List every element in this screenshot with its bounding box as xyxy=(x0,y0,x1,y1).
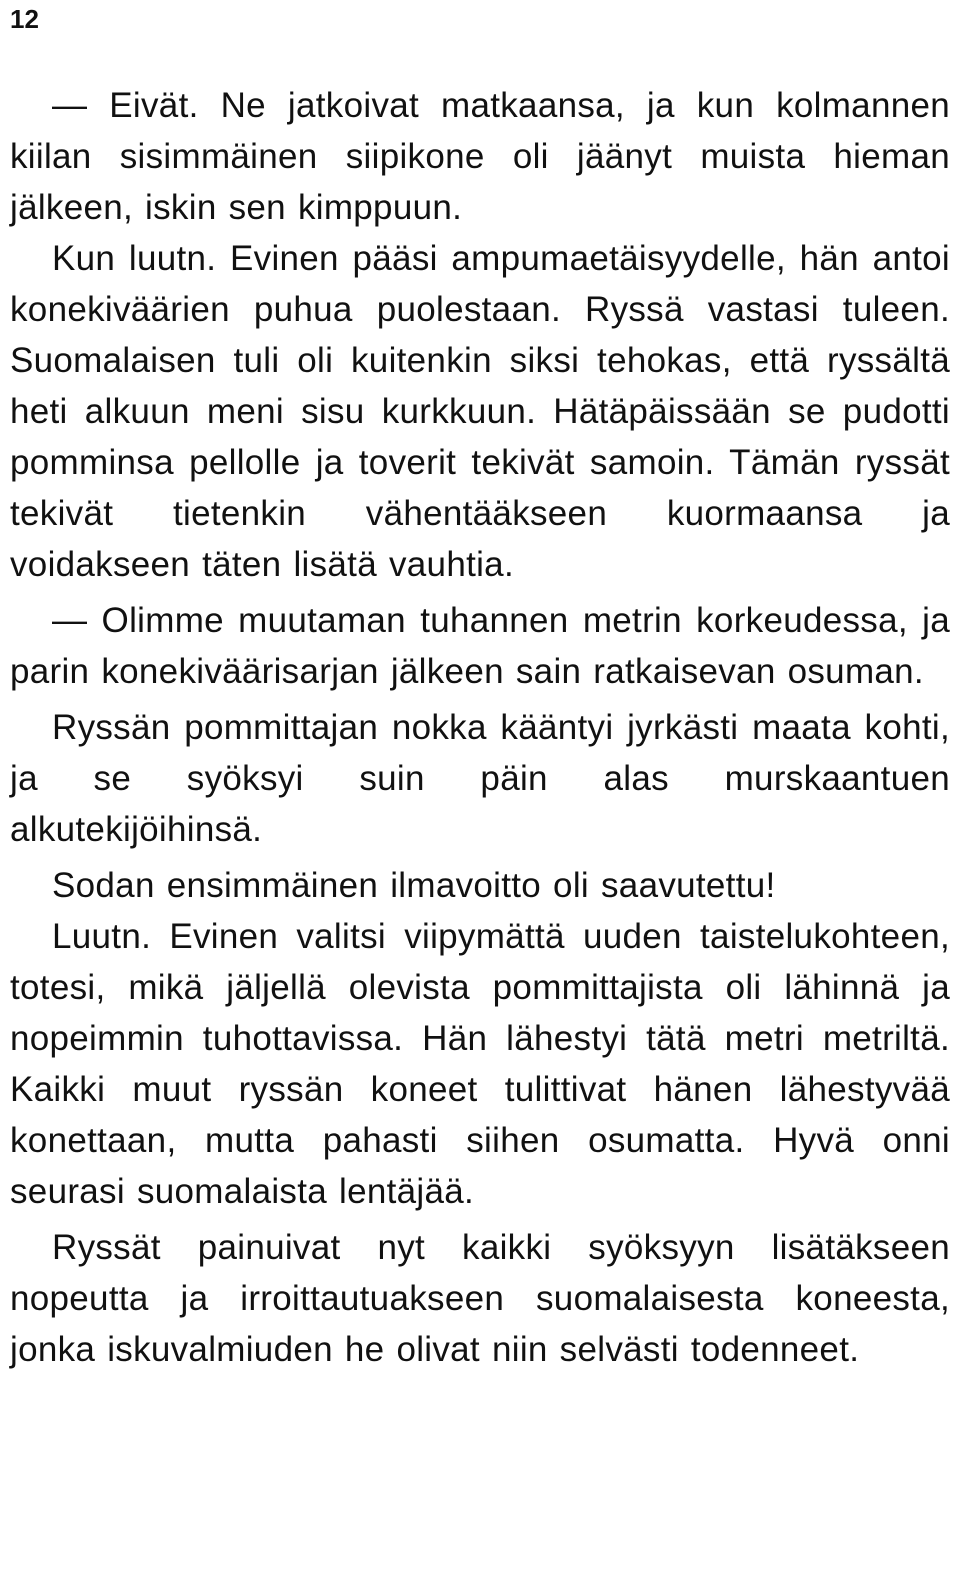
page-body-text xyxy=(10,80,950,1375)
paragraph-3: — Olimme muutaman tuhannen metrin korkeudessa, ja parin konekiväärisarjan jälkeen sain ratkaisevan osuman. xyxy=(10,601,950,691)
paragraph-4: Ryssän pommittajan nokka kääntyi jyrkästi maata kohti, ja se syöksyi suin päin alas murskaantuen alkutekijöihinsä. xyxy=(10,708,950,849)
paragraph-7: Ryssät painuivat nyt kaikki syöksyyn lisätäkseen nopeutta ja irroittautuakseen suomalaisesta koneesta, jonka iskuvalmiuden he olivat niin selvästi todenneet. xyxy=(10,1228,950,1369)
page-number: 12 xyxy=(10,4,39,34)
paragraph-5: Sodan ensimmäinen ilmavoitto oli saavutettu! xyxy=(52,866,776,905)
paragraph-1: — Eivät. Ne jatkoivat matkaansa, ja kun kolmannen kiilan sisimmäinen siipikone oli jäänyt muista hieman jälkeen, iskin sen kimppuun. xyxy=(10,86,950,227)
paragraph-2: Kun luutn. Evinen pääsi ampumaetäisyydelle, hän antoi konekiväärien puhua puolestaan. Ryssä vastasi tuleen. Suomalaisen tuli oli kuitenkin siksi tehokas, että ryssältä heti alkuun meni sisu kurkkuun. Hätäpäissään se pudotti pomminsa pellolle ja toverit tekivät samoin. Tämän ryssät tekivät tietenkin vähentääkseen kuormaansa ja voidakseen täten lisätä vauhtia. xyxy=(10,239,950,584)
paragraph-6: Luutn. Evinen valitsi viipymättä uuden taistelukohteen, totesi, mikä jäljellä olevista pommittajista oli lähinnä ja nopeimmin tuhottavissa. Hän lähestyi tätä metri metriltä. Kaikki muut ryssän koneet tulittivat hänen lähestyvää konettaan, mutta pahasti siihen osumatta. Hyvä onni seurasi suomalaista lentäjää. xyxy=(10,917,950,1211)
